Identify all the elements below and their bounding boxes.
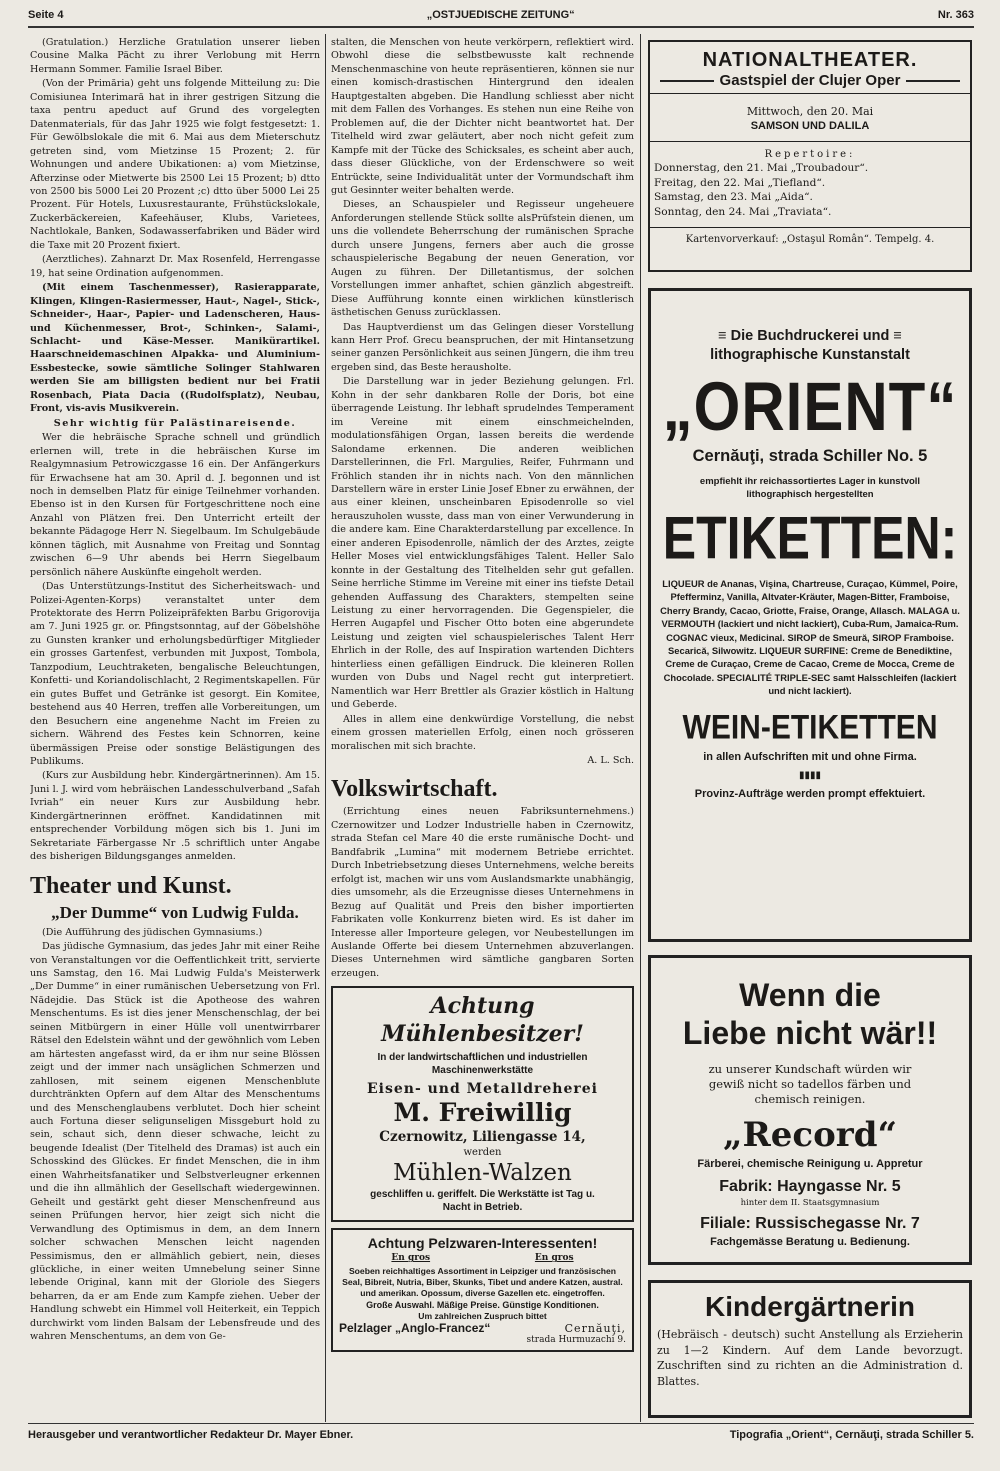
article-note: (Die Aufführung des jüdischen Gymnasiums.): [42, 926, 263, 938]
ad-national-repertoire: [650, 161, 970, 219]
ad-national-tickets: Kartenvorverkauf: „Ostaşul Român“. Tempelg. 4.: [685, 234, 935, 245]
rep-item-2: Freitag, den 22. Mai „Tiefland“.: [654, 176, 826, 189]
article-text-5: Die Darstellung war in jeder Beziehung gelungen. Frl. Kohn in der sehr dankbaren Rolle der Doris, bot eine überragende Leistung. Ihr lebhaft sprudelndes Temperament im Vereine mit einem einschmeichelnden, modulationsfähigen Organ, lassen bereits die werdende Salondame erkennen. Die anderen weiblichen Darstellerinnen, die Frl. Margulies, Reifer, Fuhrmann und Fröhlich standen ihr in nichts nach. Von den männlichen Darstellern wäre in erster Linie Josef Ebner zu erwähnen, der aus einer kleinen, unscheinbaren Episodenrolle so viel herauszuholen wusste, dass man von einer Verwunderung in die andere kam. Eine Charakterdarstellung par excellence. In einer anderen Episodenrolle, nämlich der des Arztes, zeigte Heller Moses viel entwicklungsfähiges Talent. Heller Salo konnte in der Gestaltung des Titelhelden sehr gut gefallen. Seine herrliche Stimme im Vereine mit einer ins tiefste Detail gehenden Auffassung des Charakters, stempelten seine Leistung zu einer hervorragenden. Die Gegenspieler, die Herren Augapfel und Fischer Otto boten eine abgerundete Leistung und zeigten viel schauspielerisches Talent Herr Ehrlich in der Rolle, des auf Inspiration wartenden Dichters hinterliess einen gefälligen Eindruck. Die kleineren Rollen wurden von Dubs und Nagel recht gut interpretiert. Namentlich war Herr Brettler als Grazier köstlich in Haltung und Geberde.: [331, 376, 634, 711]
rep-item-1: Donnerstag, den 21. Mai „Troubadour“.: [654, 162, 869, 174]
news-gratulation: (Gratulation.) Herzliche Gratulation unserer lieben Cousine Malka Pächt zu ihrer Verlobung mit Herrn Hermann Sommer. Familie Israel Biber.: [30, 37, 320, 75]
ad-muehlen-werden: werden: [463, 1147, 502, 1159]
ad-orient-etiketten: ETIKETTEN:: [662, 504, 958, 572]
ad-orient-line-5: Provinz-Aufträge werden prompt effektuiert.: [694, 787, 926, 800]
column-2: [331, 36, 634, 1421]
ad-orient-line-1: ≡ Die Buchdruckerei und ≡: [718, 328, 902, 344]
issue-number: Nr. 363: [937, 9, 974, 21]
ad-orient-line-3: empfiehlt ihr reichassortiertes Lager in kunstvoll lithographisch hergestellten: [699, 476, 921, 500]
ad-muehlen-line-2: Eisen- und Metalldreherei: [366, 1081, 598, 1098]
ad-national-divider: [650, 93, 970, 94]
news-unterstuetzung: (Das Unterstützungs-Institut des Sicherheitswach- und Polizei-Agenten-Korps) veranstaltet unter dem Protektorate des Herrn Polizeipräfekten Barbu Grigorovija am 7. Juni 1925 gr. or. Pfingstsonntag, auf der Göbelshöhe zu Gunsten kranker und erholungsbedürftiger Mitglieder ein grosses Gartenfest, verbunden mit Juxpost, Tombola, Tanzpodium, Leuchtraketen, bengalische Beleuchtungen, Konfetti- und Koriandolischlacht, 2 Regimentskapellen. Für ein gutes Buffet und Getränke ist gesorgt. Ein Komitee, bestehend aus 40 Herren, treffen alle Vorbereitungen, um den Besuchern eine angenehme Nacht im Freien zu sichern. Während des Festes kein Schnorren, keine übermässigen Preise oder sonstige Belästigungen des Publikums.: [30, 581, 320, 768]
ad-national-date: Mittwoch, den 20. Mai: [746, 105, 874, 118]
ad-muehlenbesitzer: [331, 986, 634, 1222]
ad-national-rule-right: [906, 80, 960, 82]
page-header: [28, 6, 974, 24]
ad-pelz-engros-2: En gros: [534, 1253, 574, 1264]
news-taschenmesser: (Mit einem Taschenmesser), Rasierapparate, Klingen, Klingen-Rasiermesser, Haut-, Nagel-, Stick-, Schneider-, Haar-, Papier- und Ladenscheren, Haus- und Küchenmesser, Brot-, Schinken-, Salami-, Schlacht- und Käse-Messer. Manikürartikel. Haarschneidemaschinen Alpakka- und Aluminium-Essbestecke, sowie sämtliche Solinger Stahlwaren werden Sie am billigsten bedient nur bei Fratii Rosenbach, Piata Dacia ((Rudolfsplatz), Neubau, Front, vis-avis Musikverein.: [30, 282, 320, 415]
ad-orient: [648, 288, 972, 942]
header-rule: [28, 26, 974, 28]
ad-pelz-city: Cernăuţi,: [564, 1321, 626, 1335]
ad-record-line-3: zu unserer Kundschaft würden wir gewiß nicht so tadellos färben und chemisch reinigen.: [708, 1062, 912, 1106]
ad-record-name: „Record“: [722, 1115, 898, 1155]
ad-kindergaertnerin: [648, 1280, 972, 1418]
ad-pelz-text: Soeben reichhaltiges Assortiment in Leipziger und französischen Seal, Bibreit, Nutria, Biber, Skunks, Tibet und andere Katzen, austral. und amerikan. Opossum, diverse Gazellen etc. eingetroffen.: [342, 1265, 623, 1298]
ad-pelz-engros-row: [339, 1252, 626, 1265]
ad-national-title: NATIONALTHEATER.: [702, 49, 918, 71]
footer-rule: [28, 1423, 974, 1424]
news-fabrik: (Errichtung eines neuen Fabriksunternehmens.) Czernowitzer und Lodzer Industrielle haben in Czernowitz, strada Stefan cel Mare 40 die erste rumänische Docht- und Bandfabrik „Lumina“ mit modernem Betriebe errichtet. Durch Inbetriebsetzung dieses Unternehmens, welche bereits erfolgt ist, machen wir uns vom Auslandsmarkte unabhängig, dies umsomehr, als die Erzeugnisse dieses Unternehmens in Bezug auf Qualität und Preis den bisher importierten Fabrikaten volle Konkurrenz bieten wird. Es ist daher im Interesse aller Importeure gelegen, vor Neubestellungen im Auslande Offerte bei diesem Unternehmen abzuverlangen. Dieses Unternehmen wird sämtliche gangbaren Sorten erzeugen.: [331, 806, 634, 979]
ad-record-line-4: Färberei, chemische Reinigung u. Appretur: [697, 1158, 923, 1170]
article-text-4: Das Hauptverdienst um das Gelingen dieser Vorstellung kann Herr Prof. Grecu beanspruchen, der mit Hintansetzung seiner ganzen Persönlichkeit aus seinen Jüngern, die ihm treu ergeben sind, das Beste herausholte.: [331, 321, 634, 373]
news-aerztliches: (Aerztliches). Zahnarzt Dr. Max Rosenfeld, Herrengasse 19, hat seine Ordination aufgenommen.: [30, 254, 320, 279]
ad-pelz-engros-1: En gros: [391, 1253, 431, 1264]
ad-national-rule-left: [660, 80, 714, 82]
ad-muehlen-headline: Achtung Mühlenbesitzer!: [381, 993, 584, 1048]
ad-national-divider-3: [650, 227, 970, 228]
column-1: [30, 36, 320, 1421]
ad-national-divider-2: [650, 141, 970, 142]
ad-pelz-auswahl: Große Auswahl. Mäßige Preise. Günstige Konditionen.: [366, 1299, 599, 1310]
ad-pelzwaren: [331, 1228, 634, 1352]
article-signature: A. L. Sch.: [587, 755, 634, 767]
ad-national-repertoire-label: Repertoire:: [764, 149, 856, 160]
ad-orient-line-1-text: Die Buchdruckerei und: [730, 328, 890, 344]
ad-record-filiale: Filiale: Russischegasse Nr. 7: [700, 1215, 920, 1232]
ad-record-line-6: hinter dem II. Staatsgymnasium: [740, 1198, 880, 1208]
ad-orient-list: LIQUEUR de Ananas, Vişina, Chartreuse, Curaçao, Kümmel, Poire, Pfefferminz, Vanilla, Altvater-Kräuter, Magen-Bitter, Framboise, Cherry Brandy, Cacao, Griotte, Fraise, Orange, Allasch. MALAGA u. VERMOUTH (lackiert und nicht lackiert), Cuba-Rum, Jamaica-Rum. COGNAC vieux, Medicinal. SIROP de Smeură, SIROP Framboise. Secarică, Silwowitz. LIQUEUR SURFINE: Creme de Benediktine, Creme de Curaçao, Creme de Cacao, Creme de Mocca, Creme de Chocolade. SPECIALITÉ TRIPLE-SEC samt Halsschleifen (lackiert und nicht lackiert).: [660, 578, 960, 697]
ad-orient-name: „ORIENT“: [662, 367, 958, 445]
ad-muehlen-footer: geschliffen u. geriffelt. Die Werkstätte ist Tag u. Nacht in Betrieb.: [370, 1189, 595, 1214]
footer-publisher: Herausgeber und verantwortlicher Redakteur Dr. Mayer Ebner.: [28, 1429, 354, 1441]
ad-pelz-shop: Pelzlager „Anglo-Francez“: [339, 1320, 491, 1335]
ad-orient-ornament: ▮▮▮▮: [798, 769, 821, 781]
rep-item-4: Sonntag, den 24. Mai „Traviata“.: [654, 205, 832, 218]
footer-printer: Tipografia „Orient“, Cernăuţi, strada Schiller 5.: [729, 1429, 974, 1441]
ad-record-fabrik: Fabrik: Hayngasse Nr. 5: [719, 1178, 901, 1195]
ad-orient-address: Cernăuţi, strada Schiller No. 5: [692, 447, 928, 465]
section-heading-theater: Theater und Kunst.: [30, 872, 232, 899]
ad-orient-line-4: in allen Aufschriften mit und ohne Firma.: [703, 750, 917, 763]
ad-nationaltheater: [648, 40, 972, 272]
article-text-3: Dieses, an Schauspieler und Regisseur ungeheuere Anforderungen stellende Stück sollte alsPrüfstein dienen, um uns die vollendete Beherrschung der rumänischen Sprache durch unsere Jungens, ferners aber auch die grosse schauspielerische Begabung der neuen Generation, vor Augen zu führen. Der Dilletantismus, der solchen Vorstellungen immer anhaftet, schien gänzlich abgestreift. Diese Aufführung konnte einen wirklichen künstlerisch ästhetischen Genuss zurücklassen.: [331, 199, 634, 319]
page-footer: [28, 1426, 974, 1444]
ad-record-line-1: Wenn die: [739, 977, 881, 1013]
article-title-dumme: „Der Dumme“ von Ludwig Fulda.: [51, 902, 299, 922]
ad-national-subtitle-row: [660, 72, 960, 89]
ad-national-opera: SAMSON UND DALILA: [750, 120, 870, 132]
column-divider-1: [325, 34, 326, 1422]
article-text-2: stalten, die Menschen von heute verkörpern, reflektiert wird. Obwohl diese die selbstbewusste kalt rechnende Menschenmaschine von heute repräsentieren, können sie nur einen komisch-drastischen Hintergrund den idealen Hauptgestalten abgeben. Die Handlung schliesst aber nicht mit dem Fallen des Vorhanges. Es stehen nun eine Reihe von Problemen auf, die der Dichter nicht beantwortet hat. Der Titelheld wird zwar geläutert, aber noch nicht gefeit zum Kampfe mit der Tücke des Schicksales, es scheint aber auch, dass dieser Glückliche, von der Erdenschwere so weit Entrückte, seine Individualität unter der Vormundschaft ihm gut Gesinnter weiter behalten werde.: [331, 37, 634, 196]
rep-item-3: Samstag, den 23. Mai „Aida“.: [654, 191, 813, 203]
ad-kinder-text: (Hebräisch - deutsch) sucht Anstellung als Erzieherin zu 1—2 Kindern. Auf dem Lande bevorzugt. Zuschriften sind zu richten an die Administration d. Blattes.: [657, 1328, 963, 1388]
ad-pelz-street: strada Hurmuzachi 9.: [526, 1335, 626, 1346]
ad-muehlen-address: Czernowitz, Liliengasse 14,: [379, 1129, 586, 1146]
news-primaria: (Von der Primăria) geht uns folgende Mitteilung zu: Die Comisiunea Interimară hat in ihrer gestrigen Sitzung die taxa pentru apeduct auf Grund des vorgelegten Datenmaterials, für das Jahr 1925 wie folgt festgesetzt: 1. Für Gewölbslokale die mit 6. Mai aus dem Mieterschutz getreten sind, vom Mietzinse 15 Prozent; 2. für Wohnungen und andere Ubikationen: a) vom Mietzinse, Afterzinse oder Mietwerte bis 2500 Lei 15 Prozent; b) dtto von 2500 bis 5000 Lei 20 Prozent ;c) dtto über 5000 Lei 25 Prozent. Für Hotels, Luxusrestaurante, Frühstückslokale, Zuckerbäckereien, Kafeehäuser, Klubs, Varietees, Nachtlokale, Banken, Sodawasserfabriken und Bäder wird die Taxe mit 20 Prozent fixiert.: [30, 78, 320, 251]
newspaper-title: „OSTJUEDISCHE ZEITUNG“: [426, 9, 575, 21]
article-text-1: Das jüdische Gymnasium, das jedes Jahr mit einer Reihe von Veranstaltungen vor die Oeffentlichkeit tritt, servierte uns Samstag, den 16. Mai Ludwig Fulda's Meisterwerk „Der Dumme“ in einer rumänischen Uebersetzung von Frl. Nădejdie. Das Stück ist die Apotheose des wahren Menschentums. Es ist dies jener Menschenschlag, der bei seinen Mitbürgern in einer Hülle voll unentwirrbarer Rätsel den Edelstein wähnt und der gewöhnlich vom Leben am härtesten angefasst wird, da er ihm nur seine Blössen zeigt und der immer nach unsäglichen Schmerzen und zahllosen, mit seinem eigenen Menschenblute durchtränkten Opfern auf dem Altar des Menschentums und des Menschenglaubens verblutet. Doch hier scheint auch Fortuna dieser seligunseligen Missgeburt hold zu sein, schaut sich, denn dieser schwache, leicht zu beugende Idealist (Der Titelheld des Dramas) ist auch ein Schosskind des Glückes. Er findet Menschen, die in ihm einen Wahrheitsfanatiker und Selbstverleugner erkennen und die ihn allmählich der Gesellschaft wiedergewinnen. Geheilt und gestärkt geht dieser Menschenfreund aus seinen Prüfungen hervor, hier zeigt sich nicht die Verwandlung des Optimismus in dem, an dem Innern solcher schwachen Menschen leicht nagenden Pessimismus, den er allmählich gebiert, nein, dieses glückliche, in einer weiten Umnebelung seiner Sinne lebende Original, kann mit der Gloriole des Siegers beharren, da er am Ende zum Kampfe ziehen. Ueber der Handlung schwebt ein Himmel voll Heiterkeit, ein Teppich durchwirkt vom linden Balsam der Lebensfreude und des wahren Menschentums, an dem von Ge-: [30, 941, 320, 1343]
ad-pelz-zuspruch: Um zahlreichen Zuspruch bittet: [418, 1310, 547, 1321]
article-text-6: Alles in allem eine denkwürdige Vorstellung, die nebst einem grossen materiellen Erfolg, einen noch grösseren moralischen mit sich brachte.: [331, 713, 634, 752]
ad-kinder-title: Kindergärtnerin: [704, 1291, 916, 1322]
ad-record-line-2: Liebe nicht wär!!: [682, 1015, 938, 1051]
page-number: Seite 4: [28, 9, 64, 21]
section-heading-volkswirtschaft: Volkswirtschaft.: [331, 776, 498, 803]
ad-orient-line-2: lithographische Kunstanstalt: [710, 347, 910, 363]
ad-national-subtitle: Gastspiel der Clujer Oper: [719, 72, 901, 89]
ad-record: [648, 955, 972, 1265]
news-kindergaertnerinnen: (Kurs zur Ausbildung hebr. Kindergärtnerinnen). Am 15. Juni l. J. wird vom hebräischen Landesschulverband „Safah Ivriah“ ein neuer Kurs zur Ausbildung hebr. Kindergärtnerinnen eröffnet. Kandidatinnen mit entsprechender Vorbildung mögen sich bis 1. Juni im Sekretariate Färbergasse Nr .5 schriftlich unter Angabe des bisherigen Bildungsganges anmelden.: [30, 770, 320, 863]
column-divider-2: [640, 34, 641, 1422]
ad-orient-wein: WEIN-ETIKETTEN: [682, 708, 938, 747]
ad-pelz-sig-row: [339, 1322, 626, 1335]
news-palaestina-heading: Sehr wichtig für Palästinareisende.: [53, 417, 297, 429]
ad-record-line-8: Fachgemässe Beratung u. Bedienung.: [710, 1236, 910, 1248]
ad-muehlen-walzen: Mühlen-Walzen: [393, 1160, 572, 1187]
ad-pelz-headline: Achtung Pelzwaren-Interessenten!: [367, 1235, 598, 1252]
ad-muehlen-name: M. Freiwillig: [393, 1098, 572, 1128]
ad-muehlen-line-1: In der landwirtschaftlichen und industriellen Maschinenwerkstätte: [377, 1052, 588, 1077]
news-palaestina: Wer die hebräische Sprache schnell und gründlich erlernen will, trete in die hebräischen Kurse im Realgymnasium Petrowiczgasse 16 ein. Der Anfängerkurs für Erwachsene hat am 30. April d. J. begonnen und ist noch in demselben Platz für einige Teilnehmer vorhanden. Ebenso ist in den Kursen für Fortgeschrittene noch eine Anzahl von Plätzen frei. Den Unterricht erteilt der bekannte Pädagoge Herr N. Siegelbaum. Im Schulgebäude können täglich, mit Ausnahme von Freitag und Sonntag zwischen 6—9 Uhr abends bei Herrn Siegelbaum persönlich nähere Auskünfte eingeholt werden.: [30, 432, 320, 578]
